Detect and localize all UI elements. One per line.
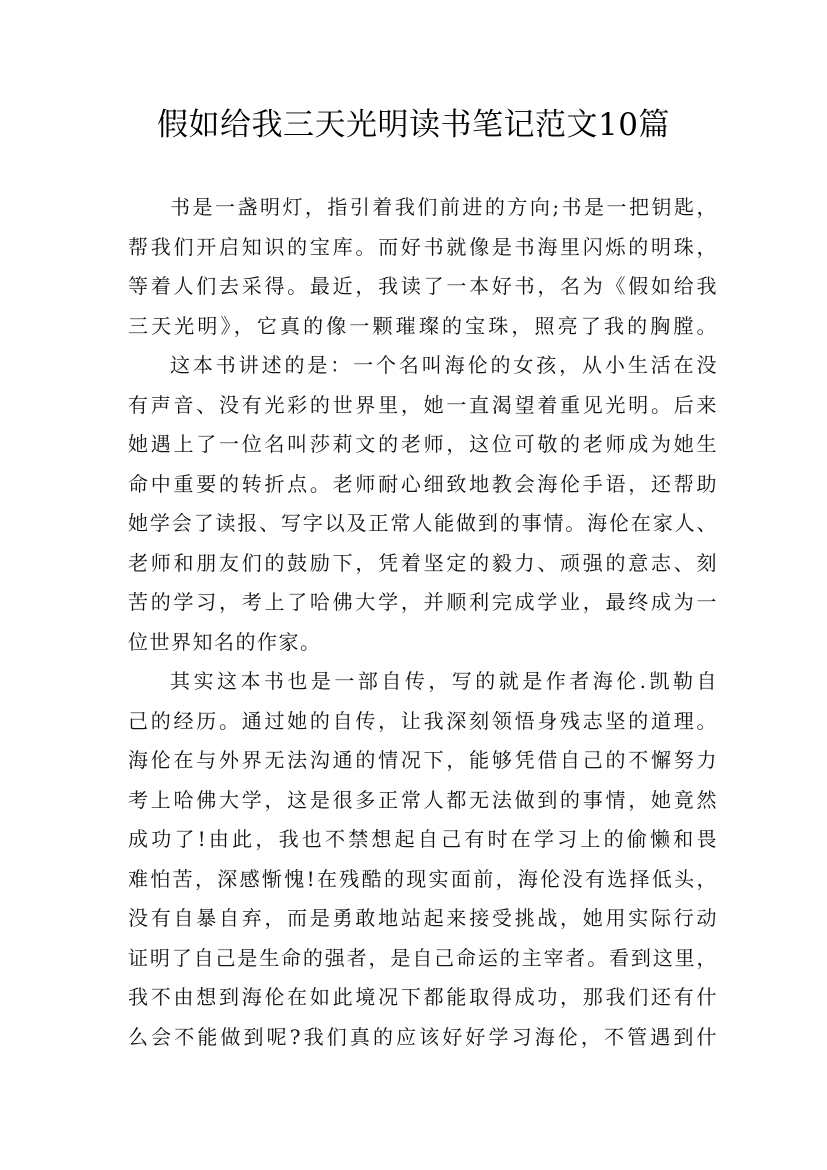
text-line: 海伦在与外界无法沟通的情况下，能够凭借自己的不懈努力: [128, 748, 718, 772]
text-line: 老师和朋友们的鼓励下，凭着坚定的毅力、顽强的意志、刻: [128, 550, 718, 575]
paragraph: [128, 346, 718, 662]
text-line: 有声音、没有光彩的世界里，她一直渴望着重见光明。后来: [128, 392, 718, 417]
text-line: 她学会了读报、写字以及正常人能做到的事情。海伦在家人、: [128, 511, 718, 535]
paragraph: [128, 662, 718, 1057]
text-line: 没有自暴自弃，而是勇敢地站起来接受挑战，她用实际行动: [128, 906, 718, 930]
document-body: [128, 188, 718, 1057]
text-line: 她遇上了一位名叫莎莉文的老师，这位可敬的老师成为她生: [128, 432, 718, 456]
text-line: 我不由想到海伦在如此境况下都能取得成功，那我们还有什: [128, 985, 718, 1009]
text-line: 命中重要的转折点。老师耐心细致地教会海伦手语，还帮助: [128, 471, 718, 496]
text-line: 其实这本书也是一部自传，写的就是作者海伦.凯勒自: [170, 669, 718, 693]
text-line: 书是一盏明灯，指引着我们前进的方向;书是一把钥匙，: [170, 195, 718, 219]
text-line: 考上哈佛大学，这是很多正常人都无法做到的事情，她竟然: [128, 787, 718, 812]
text-line: 苦的学习，考上了哈佛大学，并顺利完成学业，最终成为一: [128, 590, 718, 614]
text-line: 证明了自己是生命的强者，是自己命运的主宰者。看到这里，: [128, 945, 718, 970]
text-line: 帮我们开启知识的宝库。而好书就像是书海里闪烁的明珠，: [128, 234, 718, 259]
text-line: 等着人们去采得。最近，我读了一本好书，名为《假如给我: [128, 274, 718, 298]
text-line: 成功了!由此，我也不禁想起自己有时在学习上的偷懒和畏: [128, 827, 718, 851]
text-line: 位世界知名的作家。: [128, 629, 322, 654]
text-line: 三天光明》，它真的像一颗璀璨的宝珠，照亮了我的胸膛。: [128, 313, 718, 338]
text-line: 么会不能做到呢?我们真的应该好好学习海伦，不管遇到什: [128, 1024, 718, 1049]
paragraph: [128, 188, 718, 346]
text-line: 难怕苦，深感惭愧!在残酷的现实面前，海伦没有选择低头，: [128, 866, 718, 891]
text-line: 这本书讲述的是：一个名叫海伦的女孩，从小生活在没: [170, 353, 718, 377]
text-line: 己的经历。通过她的自传，让我深刻领悟身残志坚的道理。: [128, 708, 718, 733]
document-title: 假如给我三天光明读书笔记范文10篇: [157, 107, 670, 143]
